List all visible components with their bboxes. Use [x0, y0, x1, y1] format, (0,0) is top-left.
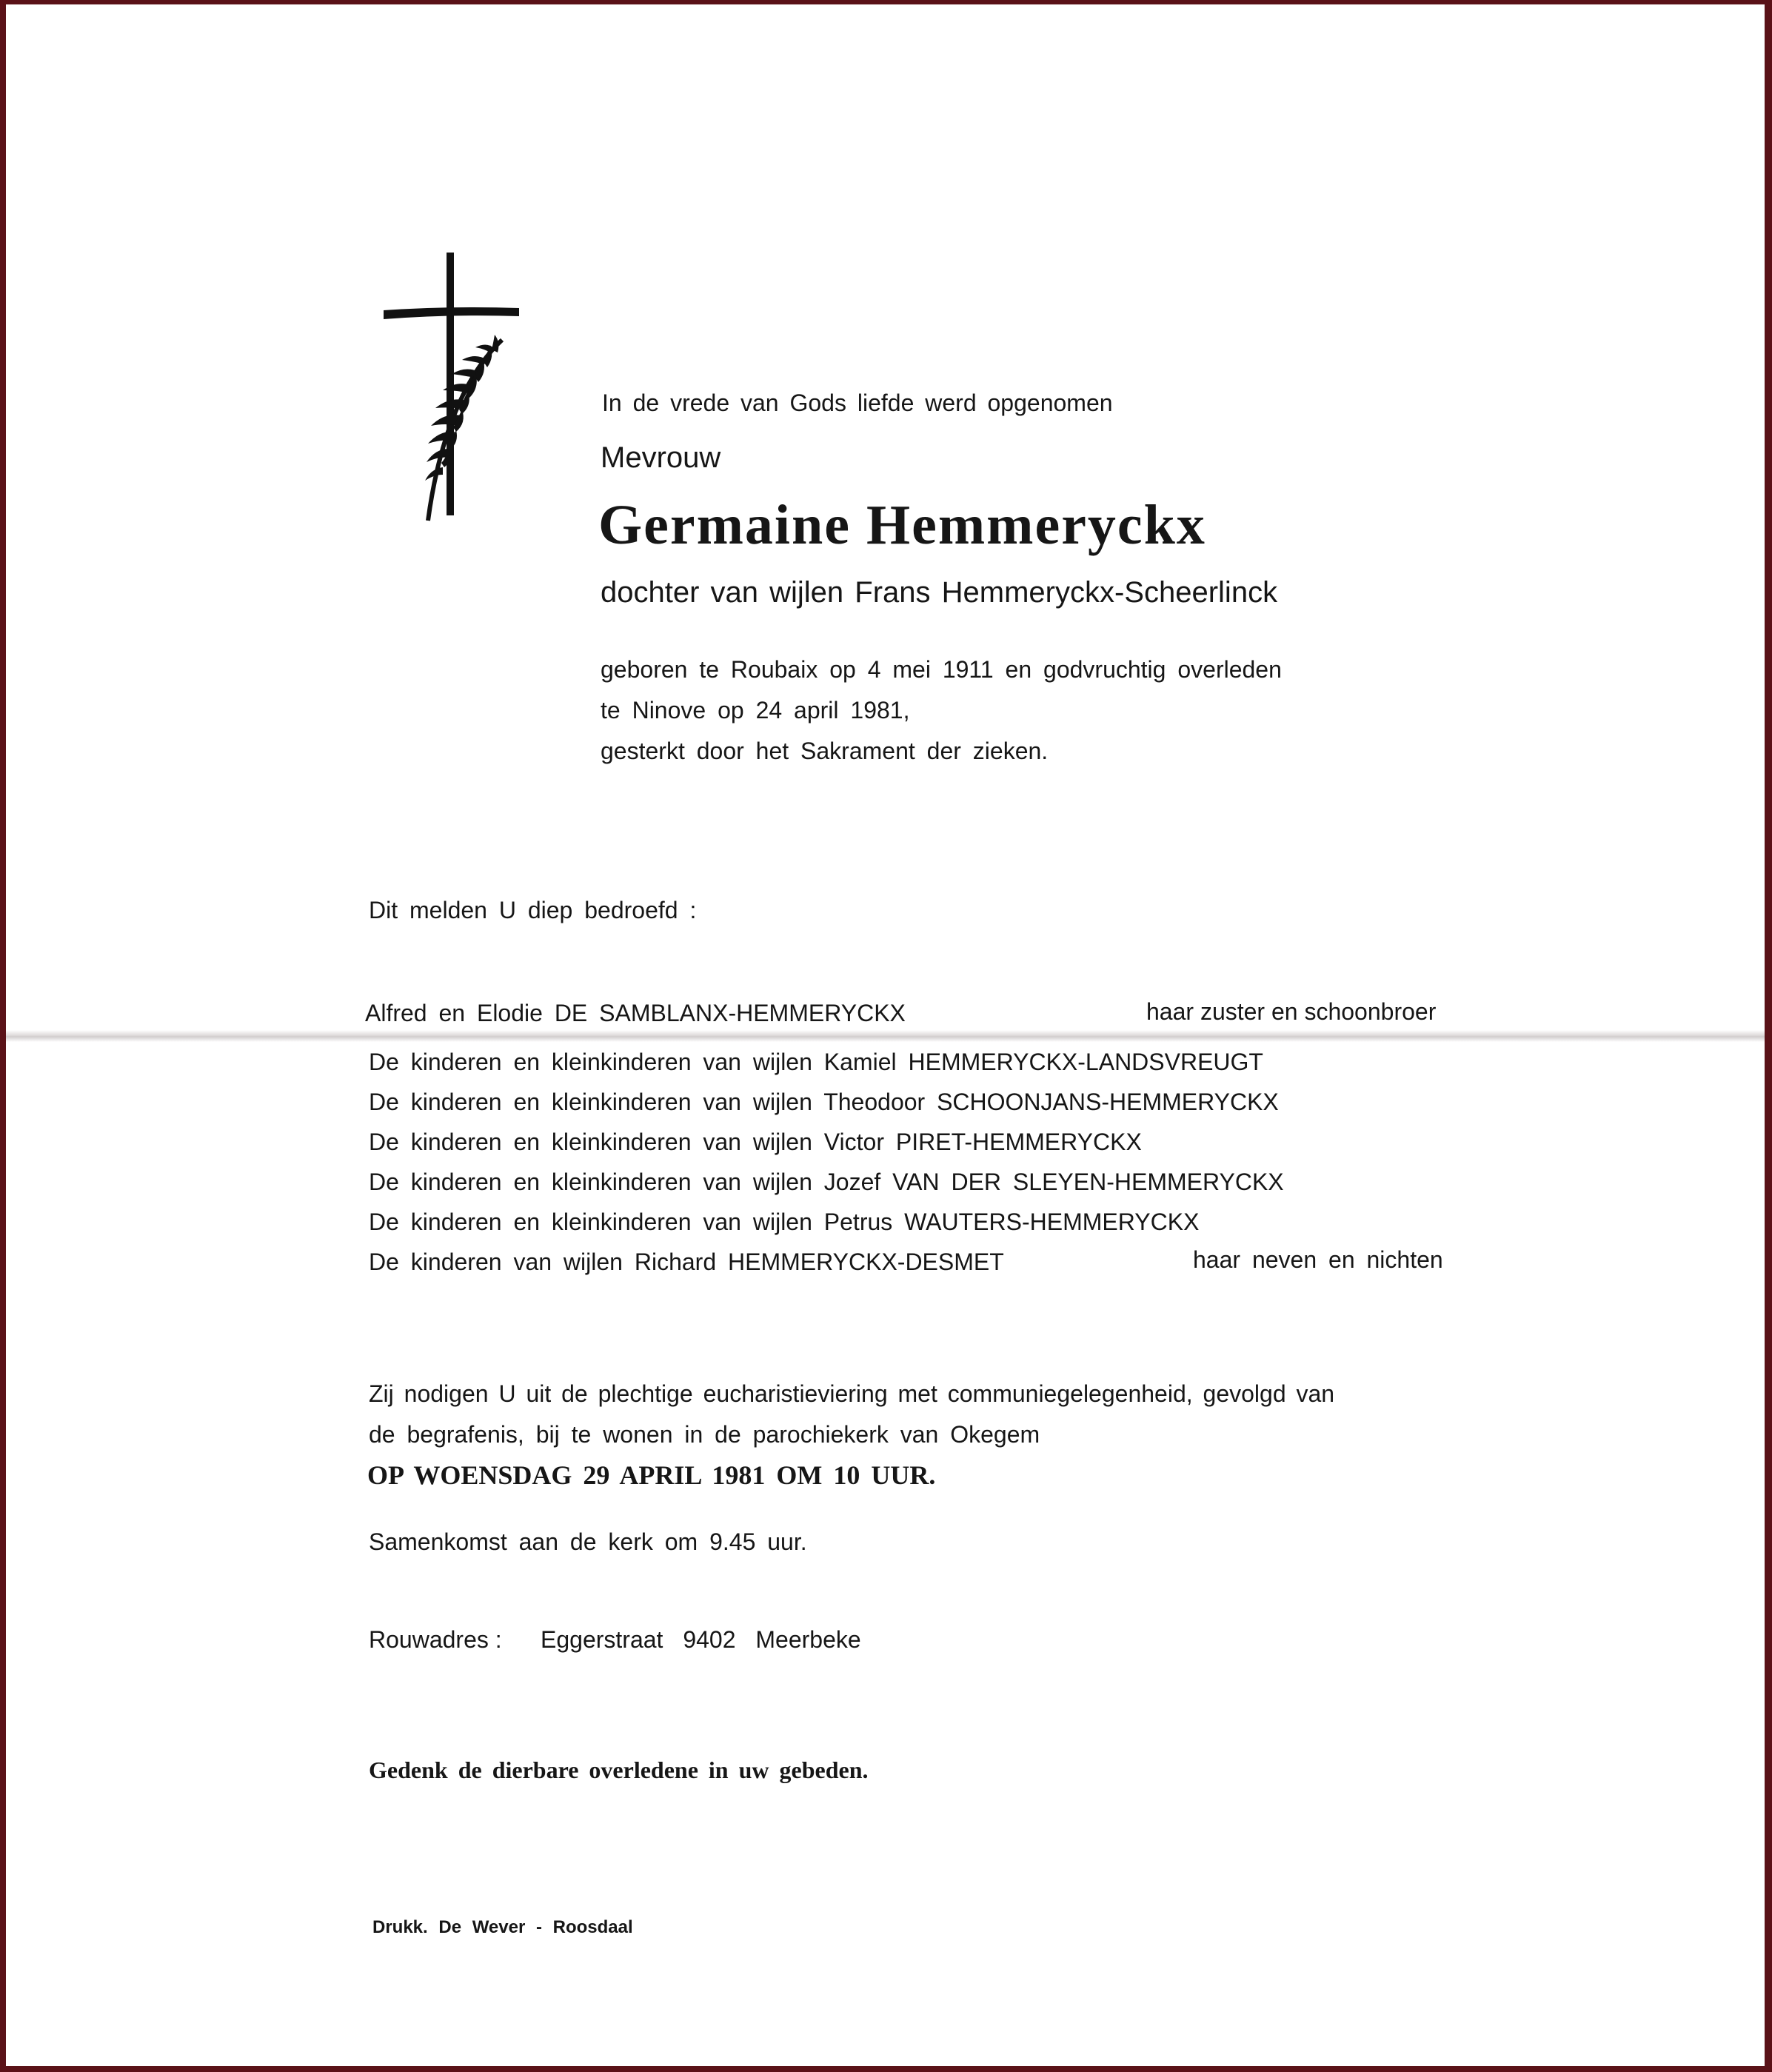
announcement: Dit melden U diep bedroefd :: [369, 897, 697, 923]
address: Eggerstraat 9402 Meerbeke: [541, 1626, 861, 1653]
printer-credit: Drukk. De Wever - Roosdaal: [372, 1917, 633, 1937]
family-row: De kinderen en kleinkinderen van wijlen Theodoor SCHOONJANS-HEMMERYCKX: [369, 1089, 1279, 1115]
family-row: De kinderen en kleinkinderen van wijlen Kamiel HEMMERYCKX-LANDSVREUGT: [369, 1049, 1263, 1075]
family-row: De kinderen en kleinkinderen van wijlen Jozef VAN DER SLEYEN-HEMMERYCKX: [369, 1169, 1284, 1195]
invitation-line: Zij nodigen U uit de plechtige eucharistieviering met communiegelegenheid, gevolgd van: [369, 1380, 1335, 1407]
birth-line: geboren te Roubaix op 4 mei 1911 en godvruchtig overleden: [601, 656, 1282, 683]
family-relation: haar neven en nichten: [1193, 1246, 1443, 1273]
gathering-line: Samenkomst aan de kerk om 9.45 uur.: [369, 1528, 807, 1555]
paper-fold: [6, 1030, 1765, 1042]
title: Mevrouw: [601, 441, 721, 474]
death-line: te Ninove op 24 april 1981,: [601, 697, 910, 723]
family-relation: haar zuster en schoonbroer: [1146, 998, 1437, 1025]
cross-with-palm-icon: [376, 245, 532, 527]
family-row: Alfred en Elodie DE SAMBLANX-HEMMERYCKX: [365, 1000, 906, 1026]
parents-line: dochter van wijlen Frans Hemmeryckx-Scheerlinck: [601, 576, 1278, 609]
deceased-name: Germaine Hemmeryckx: [598, 494, 1206, 556]
family-row: De kinderen en kleinkinderen van wijlen Victor PIRET-HEMMERYCKX: [369, 1129, 1142, 1155]
family-row: De kinderen en kleinkinderen van wijlen Petrus WAUTERS-HEMMERYCKX: [369, 1209, 1200, 1235]
invitation-line: de begrafenis, bij te wonen in de parochiekerk van Okegem: [369, 1421, 1040, 1448]
intro-line: In de vrede van Gods liefde werd opgenomen: [602, 390, 1113, 416]
address-label: Rouwadres :: [369, 1626, 502, 1653]
prayer-line: Gedenk de dierbare overledene in uw gebeden.: [369, 1757, 869, 1783]
family-row: De kinderen van wijlen Richard HEMMERYCKX-DESMET: [369, 1249, 1004, 1275]
service-time: OP WOENSDAG 29 APRIL 1981 OM 10 UUR.: [367, 1460, 936, 1490]
sacrament-line: gesterkt door het Sakrament der zieken.: [601, 738, 1049, 764]
memorial-card: [6, 4, 1765, 2066]
